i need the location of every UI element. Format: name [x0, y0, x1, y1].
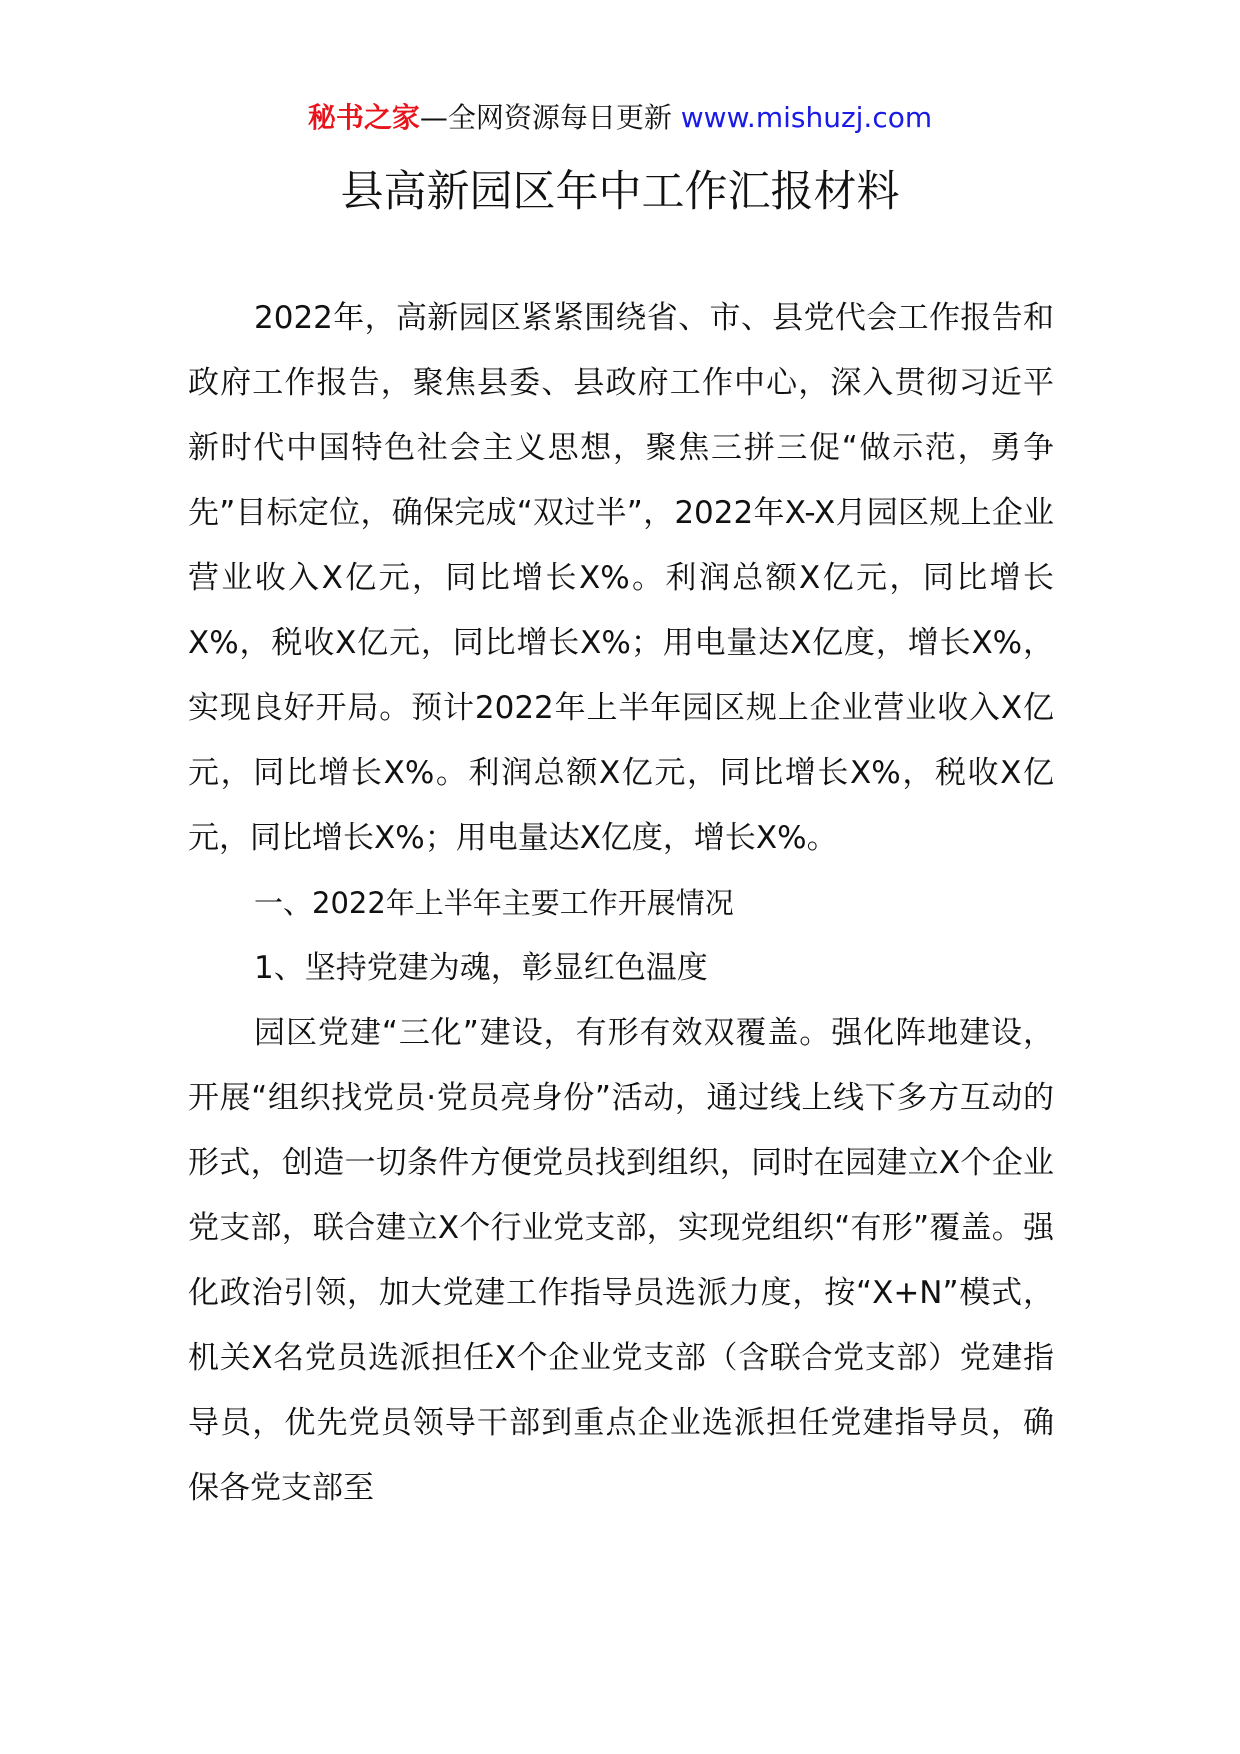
document-title: 县高新园区年中工作汇报材料 — [340, 167, 900, 217]
section-heading: 一、2022年上半年主要工作开展情况 — [254, 886, 734, 920]
site-url-link[interactable]: www.mishuzj.com — [680, 101, 933, 134]
site-brand: 秘书之家 — [307, 101, 420, 134]
site-tagline: —全网资源每日更新 — [419, 101, 681, 134]
site-header — [0, 98, 1240, 138]
intro-paragraph: 2022年，高新园区紧紧围绕省、市、县党代会工作报告和政府工作报告，聚焦县委、县政府工作中心，深入贯彻习近平新时代中国特色社会主义思想，聚焦三拼三促“做示范，勇争先”目标定位，确保完成“双过半”，2022年X-X月园区规上企业营业收入X亿元，同比增长X%。利润总额X亿元，同比增长X%，税收X亿元，同比增长X%；用电量达X亿度，增长X%，实现良好开局。预计2022年上半年园区规上企业营业收入X亿元，同比增长X%。利润总额X亿元，同比增长X%，税收X亿元，同比增长X%；用电量达X亿度，增长X%。 — [188, 300, 1054, 856]
body-paragraph: 园区党建“三化”建设，有形有效双覆盖。强化阵地建设，开展“组织找党员·党员亮身份”活动，通过线上线下多方互动的形式，创造一切条件方便党员找到组织，同时在园建立X个企业党支部，联合建立X个行业党支部，实现党组织“有形”覆盖。强化政治引领，加大党建工作指导员选派力度，按“X+N”模式，机关X名党员选派担任X个企业党支部（含联合党支部）党建指导员，优先党员领导干部到重点企业选派担任党建指导员，确保各党支部至 — [188, 1015, 1054, 1506]
subsection-heading: 1、坚持党建为魂，彰显红色温度 — [254, 950, 708, 986]
document-body — [188, 286, 1054, 1521]
